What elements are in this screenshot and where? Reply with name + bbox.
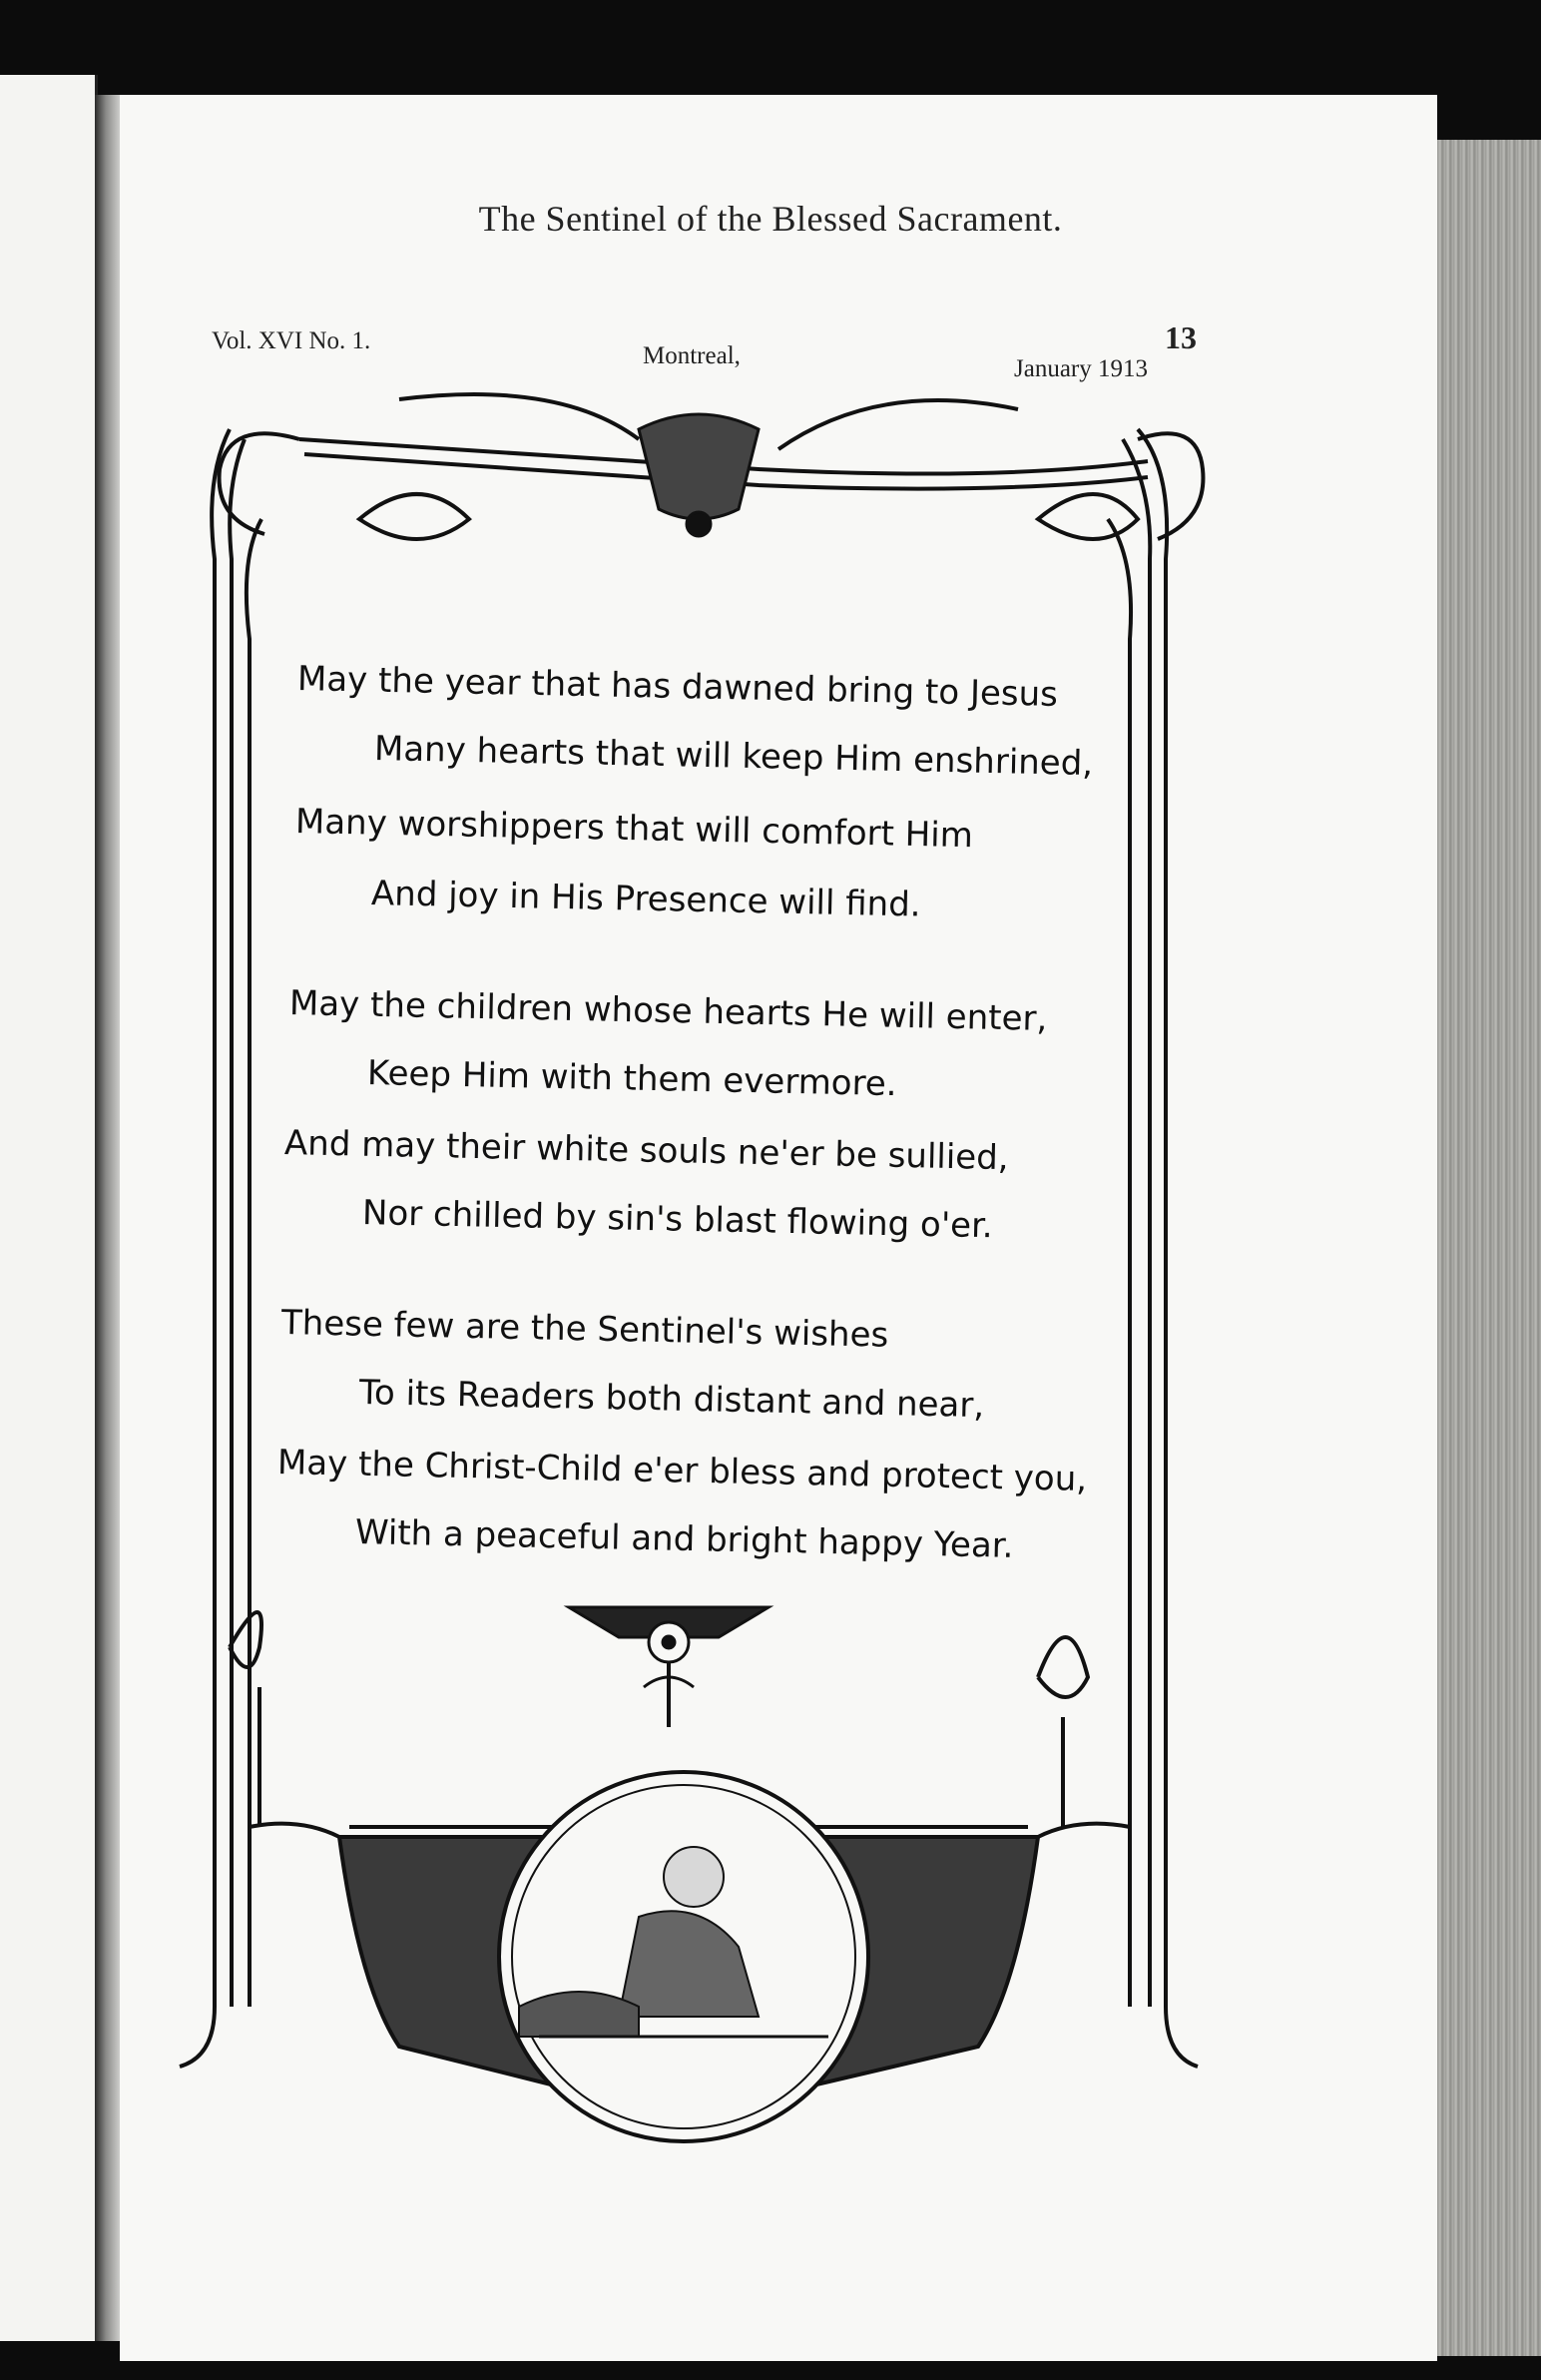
poem-line: Many worshippers that will comfort Him — [294, 802, 974, 857]
poem-line: May the children whose hearts He will enter, — [288, 983, 1048, 1039]
poem-line: Many hearts that will keep Him enshrined, — [373, 729, 1094, 785]
poem-line: Keep Him with them evermore. — [366, 1053, 897, 1105]
poem-line: And may their white souls ne'er be sullied, — [283, 1123, 1010, 1179]
publication-title: The Sentinel of the Blessed Sacrament. — [478, 199, 1063, 239]
poem-line: May the year that has dawned bring to Jesus — [296, 659, 1059, 715]
poem-line: To its Readers both distant and near, — [358, 1373, 985, 1427]
page-number: 13 — [1165, 319, 1197, 355]
poem-line: With a peaceful and bright happy Year. — [354, 1512, 1014, 1566]
poem-line: Nor chilled by sin's blast flowing o'er. — [361, 1193, 994, 1247]
volume-number: Vol. XVI No. 1. — [212, 327, 371, 354]
poem-line: May the Christ-Child e'er bless and protect you, — [276, 1443, 1088, 1499]
publication-date: January 1913 — [1014, 355, 1148, 382]
poem-line: These few are the Sentinel's wishes — [280, 1303, 889, 1356]
poem-line: And joy in His Presence will find. — [370, 874, 921, 925]
publication-city: Montreal, — [643, 342, 741, 369]
